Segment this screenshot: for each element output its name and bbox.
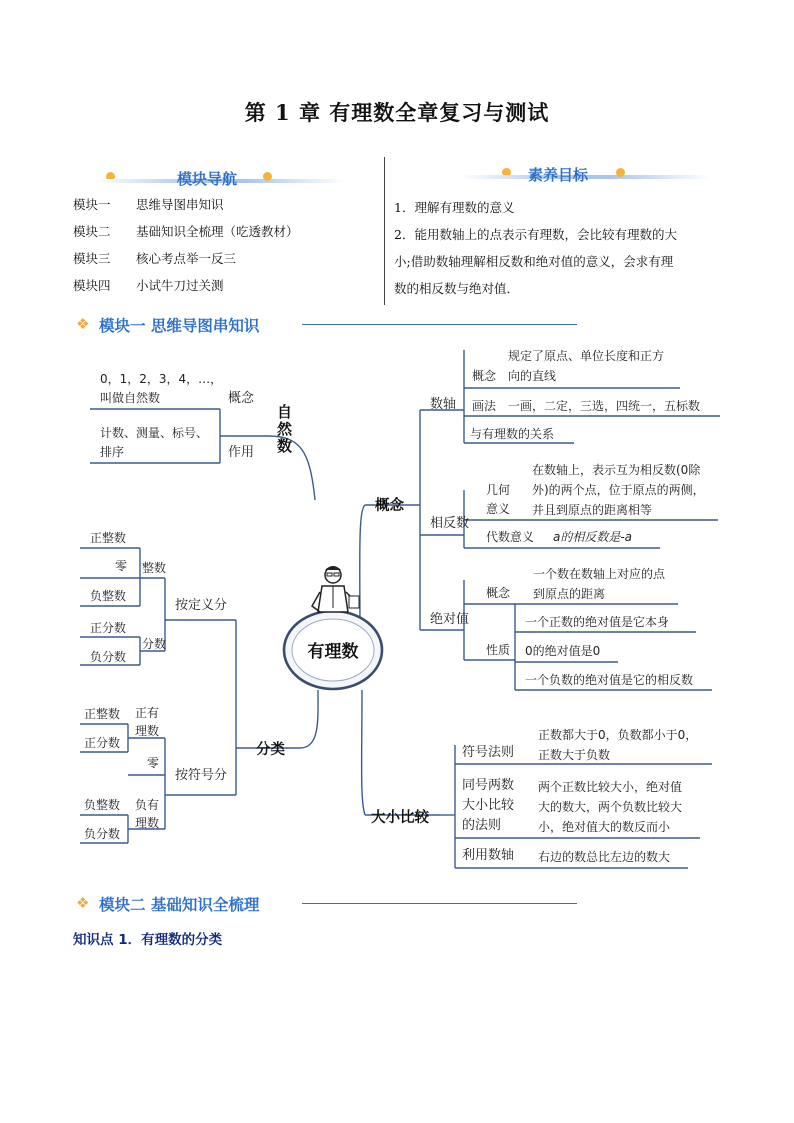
abs-def-1: 一个数在数轴上对应的点 [533,567,666,581]
pos-frac-label-2: 正分数 [84,736,121,750]
natural-use-label: 作用 [228,445,255,460]
abs-property-1: 一个正数的绝对值是它本身 [525,615,670,629]
pos-rational-2: 理数 [135,724,160,738]
nav-item-key-3: 模块三 [73,251,111,266]
goals-header: 素养目标 [528,166,589,184]
pos-frac-label: 正分数 [90,621,127,635]
neg-int-label-2: 负整数 [84,798,121,812]
knowledge-point-heading: 知识点 1．有理数的分类 [73,932,223,948]
zero-label: 零 [115,559,128,573]
number-line-label: 数轴 [430,397,457,412]
same-sign-3: 的法则 [462,818,502,833]
goal-line-2: 2．能用数轴上的点表示有理数，会比较有理数的大 [394,227,677,242]
algebraic-label: 代数意义 [486,530,535,544]
nav-item-key-2: 模块二 [73,224,111,239]
compare-node: 大小比较 [371,810,429,826]
geometric-2: 意义 [486,502,511,516]
number-line-compare-label: 利用数轴 [462,848,515,863]
natural-use-1: 计数、测量、标号、 [100,426,209,440]
abs-concept-label: 概念 [486,586,511,600]
geometric-1: 几何 [486,483,511,497]
pos-int-label: 正整数 [90,531,127,545]
classification-node: 分类 [256,742,285,758]
nav-item-key-4: 模块四 [73,278,111,293]
diamond-icon: ❖ [76,894,90,912]
module2-rule [302,903,577,904]
tree-line [300,690,318,748]
goal-line-3: 小;借助数轴理解相反数和绝对值的意义，会求有理 [394,254,674,269]
by-sign-label: 按符号分 [175,768,228,783]
nav-item-value-2: 基础知识全梳理（吃透教材） [136,224,299,239]
same-sign-text-2: 大的数大，两个负数比较大 [538,800,683,814]
abs-property-2: 0的绝对值是0 [525,644,601,658]
by-definition-label: 按定义分 [175,598,228,613]
axis-relation-label: 与有理数的关系 [470,427,555,441]
number-line-compare-text: 右边的数总比左边的数大 [538,850,671,864]
algebraic-text: a的相反数是-a [553,530,633,544]
integer-label: 整数 [142,561,167,575]
nav-header: 模块导航 [177,170,238,188]
nav-item-value-3: 核心考点举一反三 [136,251,237,266]
geo-text-3: 并且到原点的距离相等 [532,503,653,517]
zero-label-2: 零 [147,756,160,770]
absolute-value-label: 绝对值 [430,612,470,627]
same-sign-text-1: 两个正数比较大小，绝对值 [538,780,683,794]
natural-examples-2: 叫做自然数 [100,391,161,405]
diamond-icon: ❖ [76,315,90,333]
axis-concept-label: 概念 [472,369,497,383]
natural-use-2: 排序 [100,445,125,459]
abs-property-label: 性质 [486,643,511,657]
sign-rule-text-1: 正数都大于0，负数都小于0， [538,728,698,742]
sign-rule-label: 符号法则 [462,745,515,760]
pos-rational-1: 正有 [135,706,160,720]
page-title: 第 1 章 有理数全章复习与测试 [244,100,550,125]
natural-examples-1: 0，1，2，3，4，…， [100,372,223,386]
axis-draw-label: 画法 [472,399,497,413]
fraction-label: 分数 [142,637,167,651]
neg-rational-2: 理数 [135,816,160,830]
pos-int-label-2: 正整数 [84,707,121,721]
axis-def-2: 向的直线 [508,369,557,383]
same-sign-1: 同号两数 [462,778,515,793]
goal-line-1: 1．理解有理数的意义 [394,200,515,215]
nav-item-value-4: 小试牛刀过关测 [136,278,224,293]
neg-frac-label: 负分数 [90,650,127,664]
module1-title: 模块一 思维导图串知识 [99,317,260,335]
sign-rule-text-2: 正数大于负数 [538,748,611,762]
abs-def-2: 到原点的距离 [533,587,606,601]
natural-concept-label: 概念 [228,391,255,406]
center-node-label: 有理数 [307,642,359,662]
neg-int-label: 负整数 [90,589,127,603]
same-sign-2: 大小比较 [462,798,515,813]
neg-rational-1: 负有 [135,798,160,812]
teacher-icon [312,566,359,612]
concepts-node: 概念 [375,498,404,514]
axis-def-1: 规定了原点、单位长度和正方 [508,349,665,363]
nav-item-key-1: 模块一 [73,197,111,212]
same-sign-text-3: 小，绝对值大的数反而小 [538,820,671,834]
module2-title: 模块二 基础知识全梳理 [99,896,260,914]
abs-property-3: 一个负数的绝对值是它的相反数 [525,673,694,687]
geo-text-1: 在数轴上，表示互为相反数(0除 [532,463,701,477]
nav-item-value-1: 思维导图串知识 [136,197,224,212]
goal-line-4: 数的相反数与绝对值． [394,281,520,296]
natural-numbers-node: 自然数 [275,404,293,455]
geo-text-2: 外)的两个点，位于原点的两侧， [532,483,705,497]
axis-draw-text: 一画，二定，三选，四统一，五标数 [508,399,701,413]
tree-line [362,690,365,815]
opposite-number-label: 相反数 [430,516,470,531]
neg-frac-label-2: 负分数 [84,827,121,841]
